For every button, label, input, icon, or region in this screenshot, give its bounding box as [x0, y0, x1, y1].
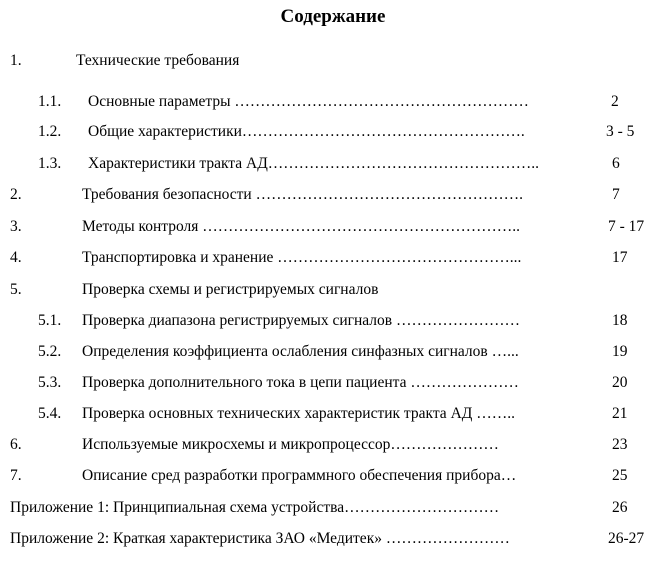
toc-page: 21 — [612, 405, 628, 422]
toc-page: 26-27 — [608, 530, 645, 547]
toc-number: 1.2. — [38, 123, 62, 140]
toc-number: 1. — [10, 52, 22, 69]
toc-number: 5.2. — [38, 343, 62, 360]
toc-text: Проверка дополнительного тока в цепи пациента ………………… — [82, 374, 519, 391]
toc-number: 3. — [10, 218, 22, 235]
toc-text: Определения коэффициента ослабления синфазных сигналов …... — [82, 343, 519, 360]
toc-entry[interactable] — [0, 184, 666, 206]
toc-page: 17 — [612, 249, 628, 266]
toc-appendix[interactable] — [0, 497, 666, 519]
toc-text: Проверка схемы и регистрируемых сигналов — [82, 281, 379, 298]
toc-entry[interactable] — [0, 247, 666, 269]
page-title: Содержание — [280, 6, 386, 27]
toc-text: Транспортировка и хранение ………………………………………... — [82, 249, 522, 266]
toc-number: 7. — [10, 467, 22, 484]
toc-text: Используемые микросхемы и микропроцессор………………… — [82, 436, 499, 453]
toc-page: 6 — [612, 155, 620, 172]
toc-appendix[interactable] — [0, 528, 666, 550]
toc-entry[interactable] — [0, 153, 666, 175]
toc-page: 19 — [612, 343, 628, 360]
toc-number: 5.4. — [38, 405, 62, 422]
toc-number: 2. — [10, 186, 22, 203]
toc-text: Описание сред разработки программного обеспечения прибора… — [82, 467, 517, 484]
toc-text: Характеристики тракта АД…………………………………………….. — [88, 155, 540, 172]
toc-entry[interactable] — [0, 403, 666, 425]
toc-number: 5.1. — [38, 312, 62, 329]
toc-page: 7 — [612, 186, 620, 203]
toc-entry[interactable] — [0, 434, 666, 456]
toc-page: 26 — [612, 499, 628, 516]
toc-entry[interactable] — [0, 50, 666, 72]
toc-number: 6. — [10, 436, 22, 453]
toc-entry[interactable] — [0, 279, 666, 301]
toc-text: Требования безопасности ……………………………………………. — [82, 186, 523, 203]
toc-number: 4. — [10, 249, 22, 266]
toc-page: 2 — [611, 93, 619, 110]
toc-page: 7 - 17 — [608, 218, 645, 235]
toc-number: 5. — [10, 281, 22, 298]
toc-text: Проверка основных технических характеристик тракта АД …….. — [82, 405, 515, 422]
toc-entry[interactable] — [0, 121, 666, 143]
toc-page: 23 — [612, 436, 628, 453]
toc-number: 1.1. — [38, 93, 62, 110]
toc-entry[interactable] — [0, 310, 666, 332]
toc-text: Проверка диапазона регистрируемых сигналов …………………… — [82, 312, 520, 329]
toc-text: Технические требования — [76, 52, 240, 69]
toc-page: 20 — [612, 374, 628, 391]
toc-entry[interactable] — [0, 91, 666, 113]
toc-text: Методы контроля …………………………………………………….. — [82, 218, 521, 235]
toc-entry[interactable] — [0, 465, 666, 487]
toc-number: 1.3. — [38, 155, 62, 172]
toc-page: 25 — [612, 467, 628, 484]
toc-page: 3 - 5 — [606, 123, 635, 140]
toc-page: 18 — [612, 312, 628, 329]
toc-entry[interactable] — [0, 372, 666, 394]
toc-entry[interactable] — [0, 216, 666, 238]
toc-number: 5.3. — [38, 374, 62, 391]
toc-text: Приложение 1: Принципиальная схема устройства………………………… — [10, 499, 500, 516]
toc-text: Общие характеристики………………………………………………. — [88, 123, 525, 140]
toc-text: Приложение 2: Краткая характеристика ЗАО «Медитек» …………………… — [10, 530, 510, 547]
toc-text: Основные параметры ………………………………………………… — [88, 93, 529, 110]
toc-entry[interactable] — [0, 341, 666, 363]
